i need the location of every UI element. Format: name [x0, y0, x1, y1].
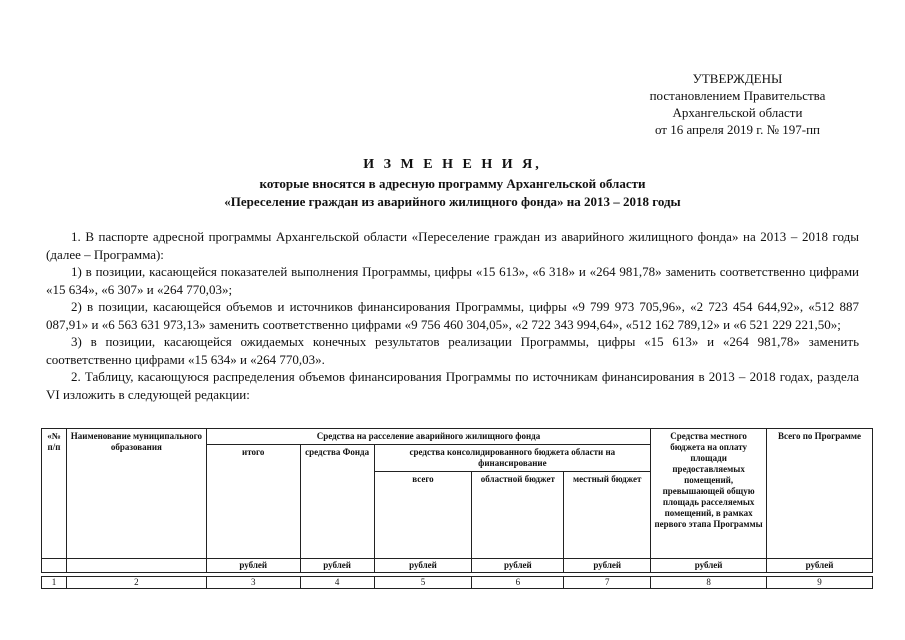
approval-line-1: УТВЕРЖДЕНЫ [692, 71, 783, 86]
header-fund: средства Фонда [300, 445, 374, 559]
header-local: местный бюджет [564, 472, 651, 559]
unit-cell: рублей [300, 559, 374, 573]
column-number: 4 [300, 577, 374, 589]
paragraph-5: 2. Таблицу, касающуюся распределения объемов финансирования Программы по источникам финансирования в 2013 – 2018 годах, раздела VI изложить в следующей редакции: [46, 369, 859, 402]
approval-line-3: Архангельской области [672, 105, 803, 120]
header-municipality: Наименование муниципального образования [66, 429, 206, 559]
header-regional: областной бюджет [472, 472, 564, 559]
column-number: 8 [651, 577, 767, 589]
unit-cell: рублей [206, 559, 300, 573]
header-total: итого [206, 445, 300, 559]
paragraph-4: 3) в позиции, касающейся ожидаемых конечных результатов реализации Программы, цифры «15 613» и «264 981,78» заменить соответственно цифрами «15 634» и «264 770,03». [46, 334, 859, 367]
column-number: 6 [472, 577, 564, 589]
column-number: 7 [564, 577, 651, 589]
header-resettlement-group: Средства на расселение аварийного жилищного фонда [206, 429, 650, 445]
header-local-extra: Средства местного бюджета на оплату площади предоставляемых помещений, превышающей общую площадь расселяемых помещений, в рамках первого этапа Программы [651, 429, 767, 559]
document-title [40, 155, 865, 211]
financing-table [41, 428, 873, 589]
paragraph-1: 1. В паспорте адресной программы Архангельской области «Переселение граждан из аварийного жилищного фонда» на 2013 – 2018 годы (далее – Программа): [46, 229, 859, 262]
unit-cell: рублей [472, 559, 564, 573]
title-heading: И З М Е Н Е Н И Я, [363, 157, 542, 172]
header-program-total: Всего по Программе [767, 429, 873, 559]
header-num: «№ п/п [42, 429, 67, 559]
paragraph-2: 1) в позиции, касающейся показателей выполнения Программы, цифры «15 613», «6 318» и «264 981,78» заменить соответственно цифрами «15 634», «6 307» и «264 770,03»; [46, 264, 859, 297]
header-all: всего [374, 472, 472, 559]
header-consolidated-group: средства консолидированного бюджета области на финансирование [374, 445, 651, 472]
unit-cell: рублей [374, 559, 472, 573]
column-number: 5 [374, 577, 472, 589]
title-subtitle-2: «Переселение граждан из аварийного жилищного фонда» на 2013 – 2018 годы [224, 194, 681, 209]
column-number: 1 [42, 577, 67, 589]
column-number: 2 [66, 577, 206, 589]
column-number: 9 [767, 577, 873, 589]
unit-cell: рублей [767, 559, 873, 573]
document-body [46, 228, 859, 403]
column-number: 3 [206, 577, 300, 589]
approval-line-4: от 16 апреля 2019 г. № 197-пп [654, 122, 821, 137]
title-subtitle-1: которые вносятся в адресную программу Архангельской области [259, 176, 646, 191]
paragraph-3: 2) в позиции, касающейся объемов и источников финансирования Программы, цифры «9 799 973 705,96», «2 723 454 644,92», «512 887 087,91» и «6 563 631 973,13» заменить соответственно цифрами «9 756 460 304,05», «2 722 343 994,64», «512 162 789,12» и «6 521 229 221,50»; [46, 299, 859, 332]
unit-cell [42, 559, 67, 573]
approval-stamp [600, 70, 875, 138]
approval-line-2: постановлением Правительства [649, 88, 826, 103]
unit-cell: рублей [651, 559, 767, 573]
unit-cell [66, 559, 206, 573]
unit-cell: рублей [564, 559, 651, 573]
